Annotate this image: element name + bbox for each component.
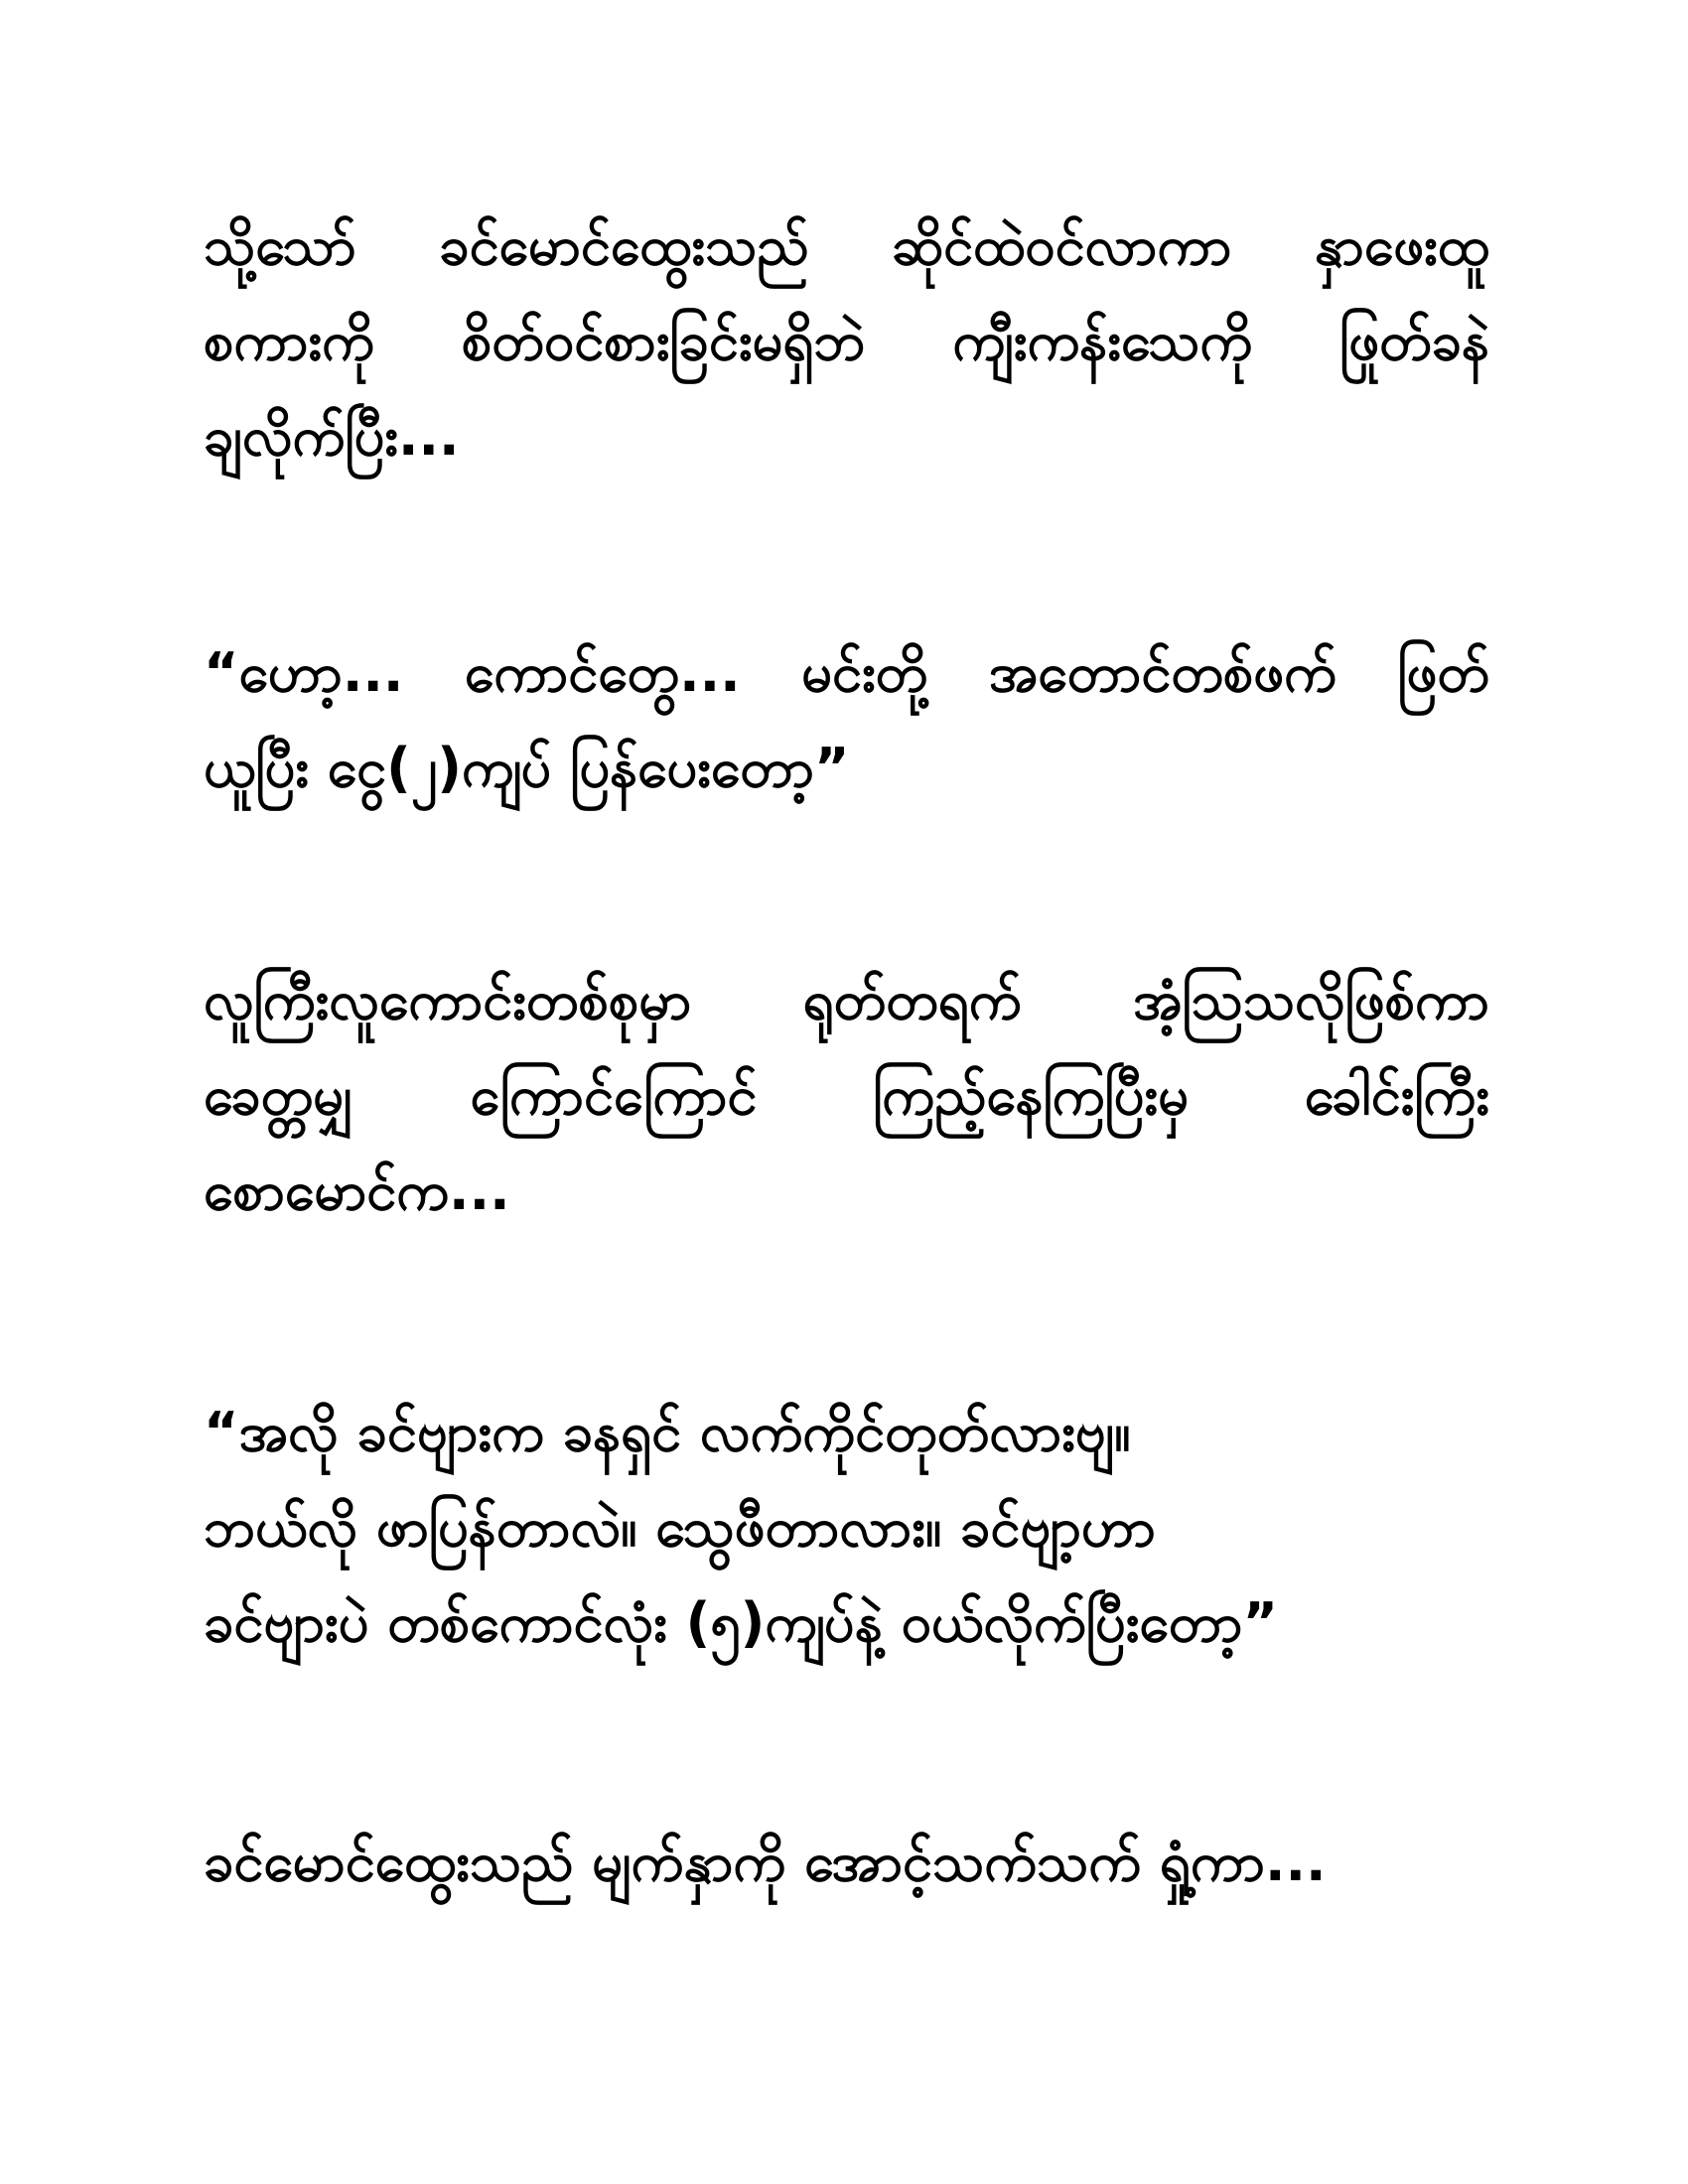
paragraph-4-line-2: ဘယ်လို ဖာပြန်တာလဲ။ သွေဖီတာလား။ ခင်ဗျာ့ဟာ xyxy=(204,1496,1156,1559)
paragraph-3 xyxy=(204,953,1489,1239)
paragraph-2-dialogue xyxy=(204,625,1489,816)
word: ကျီးကန်းသေကို xyxy=(952,310,1253,372)
paragraph-1-line-3: ချလိုက်ပြီး... xyxy=(204,405,460,468)
word: ဖြုတ်ခနဲ xyxy=(1339,310,1489,372)
paragraph-1-line-1 xyxy=(204,199,1489,294)
word: ခင်မောင်ထွေးသည် xyxy=(439,214,809,277)
word: ခေတ္တမျှ xyxy=(204,1064,354,1127)
word: ဆိုင်ထဲဝင်လာကာ xyxy=(891,214,1232,277)
paragraph-1-line-2 xyxy=(204,294,1489,389)
paragraph-3-line-3: စောမောင်က... xyxy=(204,1160,510,1222)
paragraph-4-dialogue xyxy=(204,1385,1489,1671)
paragraph-2-line-1 xyxy=(204,625,1489,721)
word: ကောင်တွေ... xyxy=(464,641,741,704)
paragraph-5-line-1: ခင်မောင်ထွေးသည် မျက်နှာကို အောင့်သက်သက် ရှုံ့ကာ... xyxy=(204,1831,1327,1893)
paragraph-4-line-3: ခင်ဗျားပဲ တစ်ကောင်လုံး (၅)ကျပ်နဲ့ ဝယ်လိုက်ပြီးတော့” xyxy=(204,1591,1278,1654)
paragraph-4-line-1: “အလို ခင်ဗျားက ခနရှင် လက်ကိုင်တုတ်လားဗျ။ xyxy=(204,1401,1131,1463)
word: အတောင်တစ်ဖက် xyxy=(988,641,1336,704)
paragraph-5 xyxy=(204,1815,1489,1910)
word: စိတ်ဝင်စားခြင်းမရှိဘဲ xyxy=(461,310,866,372)
word: စကားကို xyxy=(204,310,374,372)
word: “ဟော့... xyxy=(204,641,404,704)
paragraph-1 xyxy=(204,199,1489,484)
paragraph-3-line-1 xyxy=(204,953,1489,1048)
word: အံ့သြသလိုဖြစ်ကာ xyxy=(1132,969,1489,1031)
word: နှာဖေးထူ xyxy=(1314,214,1489,277)
word: သို့သော် xyxy=(204,214,356,277)
word: ရုတ်တရက် xyxy=(802,969,1022,1031)
word: မင်းတို့ xyxy=(801,641,928,704)
paragraph-3-line-2 xyxy=(204,1048,1489,1144)
word: ကြောင်ကြောင် xyxy=(470,1064,758,1127)
word: ခေါင်းကြီး xyxy=(1304,1064,1489,1127)
word: လူကြီးလူကောင်းတစ်စုမှာ xyxy=(204,969,692,1031)
word: ဖြတ် xyxy=(1397,641,1489,704)
paragraph-2-line-2: ယူပြီး ငွေ(၂)ကျပ် ပြန်ပေးတော့” xyxy=(204,737,850,799)
word: ကြည့်နေကြပြီးမှ xyxy=(873,1064,1189,1127)
